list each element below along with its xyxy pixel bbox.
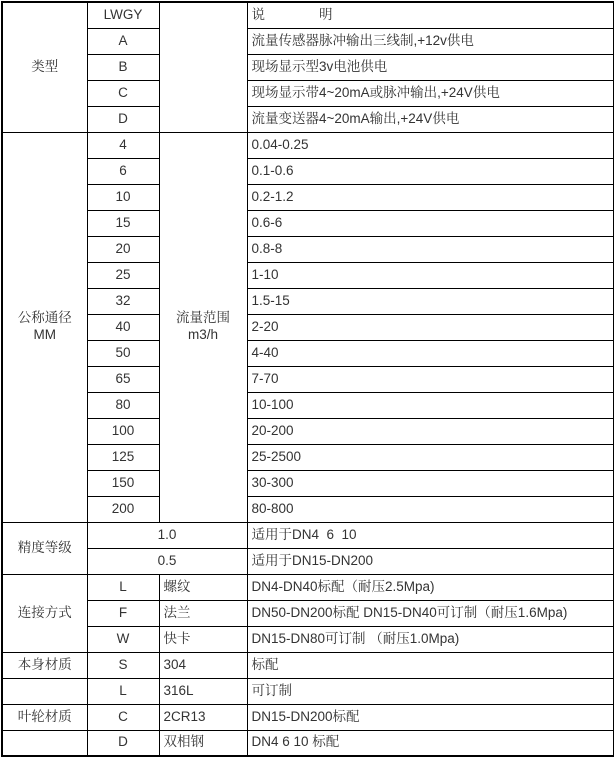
table-row [2, 28, 614, 54]
type-desc-cell: 流量传感器脉冲输出三线制,+12v供电 [247, 28, 614, 54]
dn-cell: 150 [87, 470, 159, 496]
section-label-diameter [2, 132, 87, 522]
table-row [2, 314, 614, 340]
table-row [2, 262, 614, 288]
range-cell: 7-70 [247, 366, 614, 392]
accuracy-grade-cell: 0.5 [87, 548, 247, 574]
material-desc-cell: 标配 [247, 652, 614, 678]
material-desc-cell: DN4 6 10 标配 [247, 730, 614, 756]
dn-cell: 40 [87, 314, 159, 340]
model-code-cell: LWGY [87, 2, 159, 28]
connection-code-cell: F [87, 600, 159, 626]
dn-cell: 20 [87, 236, 159, 262]
range-cell: 80-800 [247, 496, 614, 522]
material-name-cell: 双相钢 [159, 730, 247, 756]
accuracy-grade-cell: 1.0 [87, 522, 247, 548]
section-label-body-material: 本身材质 [2, 652, 87, 678]
dn-cell: 200 [87, 496, 159, 522]
table-row [2, 366, 614, 392]
dn-cell: 15 [87, 210, 159, 236]
material-desc-cell: 可订制 [247, 678, 614, 704]
table-row [2, 2, 614, 28]
range-cell: 1.5-15 [247, 288, 614, 314]
flow-range-label-line1: 流量范围 [176, 310, 230, 326]
dn-cell: 100 [87, 418, 159, 444]
flow-range-label-cell [159, 132, 247, 522]
range-cell: 1-10 [247, 262, 614, 288]
connection-name-cell: 螺纹 [159, 574, 247, 600]
material-name-cell: 304 [159, 652, 247, 678]
table-row [2, 132, 614, 158]
table-row [2, 288, 614, 314]
type-code-cell: A [87, 28, 159, 54]
range-cell: 0.6-6 [247, 210, 614, 236]
table-row [2, 600, 614, 626]
dn-cell: 25 [87, 262, 159, 288]
table-row [2, 106, 614, 132]
type-code-cell: C [87, 80, 159, 106]
dn-cell: 50 [87, 340, 159, 366]
dn-cell: 125 [87, 444, 159, 470]
desc-header-cell: 说 明 [247, 2, 614, 28]
accuracy-desc-cell: 适用于DN4 6 10 [247, 522, 614, 548]
table-row [2, 210, 614, 236]
table-row [2, 470, 614, 496]
connection-code-cell: W [87, 626, 159, 652]
table-row [2, 444, 614, 470]
range-cell: 10-100 [247, 392, 614, 418]
connection-desc-cell: DN4-DN40标配（耐压2.5Mpa) [247, 574, 614, 600]
dn-cell: 6 [87, 158, 159, 184]
material-name-cell: 2CR13 [159, 704, 247, 730]
table-row [2, 704, 614, 730]
range-cell: 0.2-1.2 [247, 184, 614, 210]
range-cell: 0.1-0.6 [247, 158, 614, 184]
material-code-cell: C [87, 704, 159, 730]
dn-cell: 80 [87, 392, 159, 418]
range-cell: 0.04-0.25 [247, 132, 614, 158]
material-desc-cell: DN15-DN200标配 [247, 704, 614, 730]
dn-cell: 10 [87, 184, 159, 210]
accuracy-desc-cell: 适用于DN15-DN200 [247, 548, 614, 574]
connection-name-cell: 法兰 [159, 600, 247, 626]
table-row [2, 418, 614, 444]
dn-cell: 4 [87, 132, 159, 158]
table-row [2, 496, 614, 522]
type-desc-cell: 现场显示型3v电池供电 [247, 54, 614, 80]
range-cell: 0.8-8 [247, 236, 614, 262]
table-row [2, 574, 614, 600]
type-desc-cell: 流量变送器4~20mA输出,+24V供电 [247, 106, 614, 132]
table-row [2, 730, 614, 756]
section-label-connection: 连接方式 [2, 574, 87, 652]
material-code-cell: S [87, 652, 159, 678]
type-section-spacer-cell [159, 2, 247, 132]
type-desc-cell: 现场显示带4~20mA或脉冲输出,+24V供电 [247, 80, 614, 106]
dn-cell: 65 [87, 366, 159, 392]
section-label-impeller-material: 叶轮材质 [2, 704, 87, 730]
table-row [2, 522, 614, 548]
connection-code-cell: L [87, 574, 159, 600]
spec-table [1, 1, 614, 757]
dn-cell: 32 [87, 288, 159, 314]
flow-range-label-line2: m3/h [187, 327, 218, 342]
type-code-cell: B [87, 54, 159, 80]
range-cell: 30-300 [247, 470, 614, 496]
material-code-cell: L [87, 678, 159, 704]
table-row [2, 392, 614, 418]
connection-desc-cell: DN15-DN80可订制 （耐压1.0Mpa) [247, 626, 614, 652]
material-name-cell: 316L [159, 678, 247, 704]
table-row [2, 80, 614, 106]
section-label-type: 类型 [2, 2, 87, 132]
material-code-cell: D [87, 730, 159, 756]
connection-desc-cell: DN50-DN200标配 DN15-DN40可订制（耐压1.6Mpa) [247, 600, 614, 626]
table-row [2, 54, 614, 80]
diameter-label-line1: 公称通径 [17, 310, 72, 326]
table-row [2, 158, 614, 184]
connection-name-cell: 快卡 [159, 626, 247, 652]
table-row [2, 548, 614, 574]
section-label-accuracy: 精度等级 [2, 522, 87, 574]
body-material-empty-label-cell [2, 678, 87, 704]
table-row [2, 340, 614, 366]
range-cell: 2-20 [247, 314, 614, 340]
table-row [2, 678, 614, 704]
impeller-material-empty-label-cell [2, 730, 87, 756]
diameter-label-line2: MM [33, 327, 56, 342]
table-row [2, 626, 614, 652]
table-row [2, 236, 614, 262]
range-cell: 25-2500 [247, 444, 614, 470]
table-row [2, 184, 614, 210]
table-row [2, 652, 614, 678]
range-cell: 4-40 [247, 340, 614, 366]
type-code-cell: D [87, 106, 159, 132]
range-cell: 20-200 [247, 418, 614, 444]
